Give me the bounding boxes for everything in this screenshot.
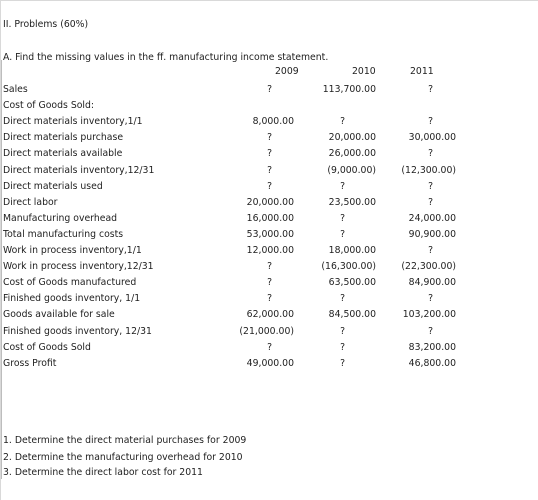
cell-2009: 53,000.00: [246, 228, 294, 240]
cell-2009: 49,000.00: [246, 357, 294, 369]
cell-2009: 8,000.00: [252, 116, 294, 128]
question-1: 1. Determine the direct material purchases for 2009: [3, 435, 247, 446]
year-header-2011: 2011: [410, 66, 434, 77]
row-label: Finished goods inventory, 1/1: [3, 293, 141, 305]
table-row: [0, 195, 538, 211]
table-row: [0, 340, 538, 356]
cell-2011: 30,000.00: [408, 132, 456, 144]
table-row: [0, 82, 538, 98]
year-header-2010: 2010: [352, 66, 376, 77]
row-label: Total manufacturing costs: [3, 228, 124, 240]
table-row: [0, 130, 538, 146]
cell-2010: 26,000.00: [328, 148, 376, 160]
table-row: [0, 275, 538, 291]
table-row: [0, 356, 538, 372]
grid-line-top: [0, 0, 538, 1]
question-2: 2. Determine the manufacturing overhead for 2010: [3, 452, 243, 463]
cell-2009: 16,000.00: [246, 212, 294, 224]
row-label: Work in process inventory,1/1: [3, 245, 142, 256]
table-row: [0, 243, 538, 259]
row-label: Gross Profit: [3, 357, 57, 369]
table-row: [0, 114, 538, 130]
row-label: Finished goods inventory, 12/31: [3, 325, 152, 337]
cell-2011: 84,900.00: [408, 277, 456, 289]
table-row: [0, 98, 538, 114]
row-label: Direct materials purchase: [3, 132, 124, 144]
cell-2010: ?: [340, 212, 345, 224]
cell-2009: ?: [267, 277, 272, 289]
cell-2009: ?: [267, 164, 272, 176]
cell-2009: ?: [267, 180, 272, 192]
cell-2010: ?: [340, 341, 345, 353]
cell-2011: 46,800.00: [408, 357, 456, 369]
grid-line-col: [1, 427, 2, 479]
cell-2011: ?: [428, 196, 433, 208]
cell-2011: ?: [428, 116, 433, 128]
table-row: [0, 307, 538, 323]
table-row: [0, 179, 538, 195]
row-label: Direct materials inventory,12/31: [3, 164, 155, 176]
cell-2009: ?: [267, 293, 272, 305]
table-row: [0, 291, 538, 307]
table-row: [0, 146, 538, 162]
cell-2011: 24,000.00: [408, 212, 456, 224]
table-row: [0, 259, 538, 275]
section-title: II. Problems (60%): [3, 19, 89, 30]
cell-2009: ?: [267, 148, 272, 160]
cell-2010: 20,000.00: [328, 132, 376, 144]
cell-2010: 84,500.00: [328, 309, 376, 321]
cell-2009: 12,000.00: [246, 245, 294, 256]
cell-2010: ?: [340, 357, 345, 369]
cell-2010: ?: [340, 116, 345, 128]
cell-2010: ?: [340, 228, 345, 240]
cell-2011: (22,300.00): [401, 261, 456, 273]
cell-2011: 90,900.00: [408, 228, 456, 240]
cell-2011: (12,300.00): [401, 164, 456, 176]
question-3: 3. Determine the direct labor cost for 2011: [3, 467, 203, 478]
cell-2010: 18,000.00: [328, 245, 376, 256]
row-label: Cost of Goods Sold: [3, 341, 91, 353]
cell-2010: 23,500.00: [328, 196, 376, 208]
cell-2010: 113,700.00: [322, 84, 376, 95]
cell-2010: ?: [340, 325, 345, 337]
cell-2010: (16,300.00): [321, 261, 376, 273]
cell-2009: 62,000.00: [246, 309, 294, 321]
row-label: Cost of Goods Sold:: [3, 100, 95, 112]
year-header-2009: 2009: [275, 66, 299, 77]
row-label: Manufacturing overhead: [3, 212, 118, 224]
cell-2011: ?: [428, 148, 433, 160]
row-label: Sales: [3, 84, 28, 95]
cell-2011: 103,200.00: [402, 309, 456, 321]
table-row: [0, 211, 538, 227]
table-row: [0, 227, 538, 243]
cell-2011: ?: [428, 180, 433, 192]
cell-2010: (9,000.00): [327, 164, 376, 176]
cell-2011: ?: [428, 245, 433, 256]
cell-2010: 63,500.00: [328, 277, 376, 289]
table-row: [0, 324, 538, 340]
row-label: Work in process inventory,12/31: [3, 261, 154, 273]
table-row: [0, 163, 538, 179]
cell-2011: 83,200.00: [408, 341, 456, 353]
cell-2009: ?: [267, 132, 272, 144]
cell-2009: 20,000.00: [246, 196, 294, 208]
cell-2009: (21,000.00): [239, 325, 294, 337]
cell-2010: ?: [340, 293, 345, 305]
row-label: Goods available for sale: [3, 309, 115, 321]
cell-2011: ?: [428, 325, 433, 337]
cell-2009: ?: [267, 84, 272, 95]
instruction-text: A. Find the missing values in the ff. manufacturing income statement.: [3, 52, 329, 63]
row-label: Direct materials inventory,1/1: [3, 116, 143, 128]
cell-2010: ?: [340, 180, 345, 192]
cell-2009: ?: [267, 261, 272, 273]
cell-2009: ?: [267, 341, 272, 353]
cell-2011: ?: [428, 293, 433, 305]
row-label: Direct labor: [3, 196, 58, 208]
row-label: Direct materials available: [3, 148, 123, 160]
row-label: Direct materials used: [3, 180, 103, 192]
cell-2011: ?: [428, 84, 433, 95]
row-label: Cost of Goods manufactured: [3, 277, 137, 289]
